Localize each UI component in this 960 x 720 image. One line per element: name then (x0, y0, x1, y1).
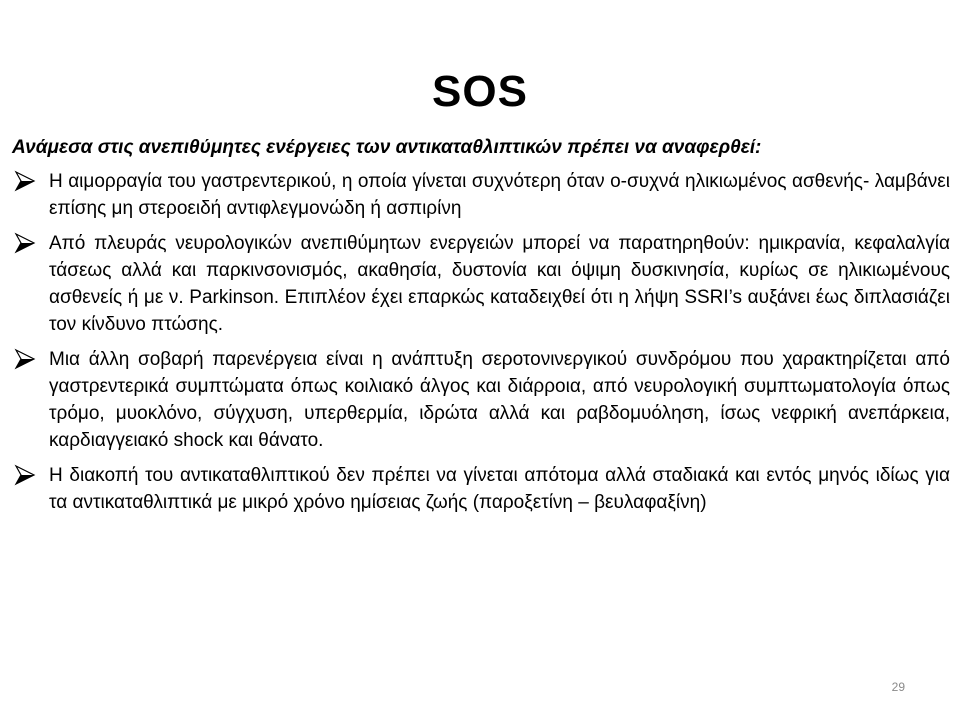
slide-title: SOS (432, 67, 528, 116)
bullet-item (12, 168, 950, 222)
bullet-item (12, 346, 950, 454)
bullet-text: Μια άλλη σοβαρή παρενέργεια είναι η ανάπτυξη σεροτονινεργικού συνδρόμου που χαρακτηρίζεται από γαστρεντερικά συμπτώματα όπως κοιλιακό άλγος και διάρροια, από νευρολογική συμπτωματολογία όπως τρόμο, μυοκλόνο, σύγχυση, υπερθερμία, ιδρώτα αλλά και ραβδομυόληση, ίσως νεφρική ανεπάρκεια, καρδιαγγειακό shock και θάνατο. (49, 349, 950, 451)
bullet-list (12, 168, 950, 516)
bullet-text: Από πλευράς νευρολογικών ανεπιθύμητων ενεργειών μπορεί να παρατηρηθούν: ημικρανία, κεφαλαλγία τάσεως αλλά και παρκινσονισμός, ακαθησία, δυστονία και όψιμη δυσκινησία, κυρίως σε ηλικιωμένους ασθενείς ή με ν. Parkinson. Επιπλέον έχει επαρκώς καταδειχθεί ότι η λήψη SSRI’s αυξάνει έως διπλασιάζει τον κίνδυνο πτώσης. (49, 233, 950, 335)
bullet-text: Η αιμορραγία του γαστρεντερικού, η οποία γίνεται συχνότερη όταν ο-συχνά ηλικιωμένος ασθενής- λαμβάνει επίσης μη στεροειδή αντιφλεγμονώδη ή ασπιρίνη (49, 171, 950, 219)
arrow-bullet-icon (14, 348, 36, 370)
arrow-bullet-icon (14, 170, 36, 192)
arrow-bullet-icon (14, 464, 36, 486)
slide-content (12, 134, 950, 524)
bullet-text: Η διακοπή του αντικαταθλιπτικού δεν πρέπει να γίνεται απότομα αλλά σταδιακά και εντός μηνός ιδίως για τα αντικαταθλιπτικά με μικρό χρόνο ημίσειας ζωής (παροξετίνη – βευλαφαξίνη) (49, 465, 950, 513)
intro-text: Ανάμεσα στις ανεπιθύμητες ενέργειες των αντικαταθλιπτικών πρέπει να αναφερθεί: (12, 137, 762, 158)
page-number: 29 (891, 680, 905, 694)
bullet-item (12, 462, 950, 516)
bullet-item (12, 230, 950, 338)
arrow-bullet-icon (14, 232, 36, 254)
